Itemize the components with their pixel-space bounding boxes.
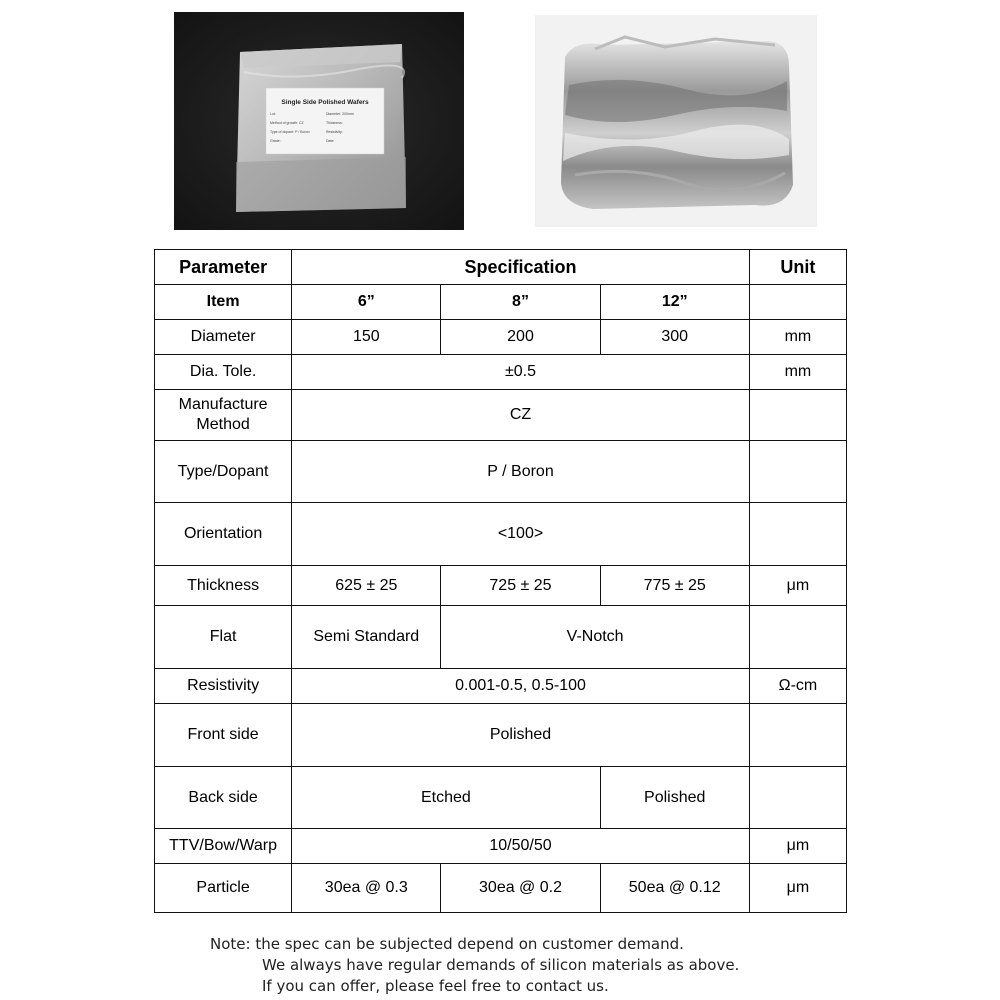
cell-value: Polished [292,704,750,767]
label-field: Lot: [270,112,276,116]
cell-value: 725 ± 25 [441,566,600,606]
cell-unit: mm [749,355,846,390]
cell-unit: μm [749,566,846,606]
cell-value: Semi Standard [292,606,441,669]
label-title: Single Side Polished Wafers [281,99,369,106]
cell-unit [749,767,846,829]
cell-value: Polished [600,767,749,829]
row-label: Resistivity [155,669,292,704]
table-row-type-dopant [155,441,847,503]
label-field: Date: [326,139,335,143]
table-row-orientation [155,503,847,566]
item-12-inch: 12” [600,285,749,320]
foil-bag-photo [535,15,817,227]
table-header-row [155,250,847,285]
header-parameter: Parameter [155,250,292,285]
label-field: Resistivity: [326,130,343,134]
table-row-particle [155,864,847,913]
cell-unit: mm [749,320,846,355]
item-8-inch: 8” [441,285,600,320]
header-specification: Specification [292,250,750,285]
table-row-resistivity [155,669,847,704]
cell-value: 200 [441,320,600,355]
cell-unit [749,441,846,503]
cell-value: <100> [292,503,750,566]
label-field: Thickness: [326,121,343,125]
cell-value: ±0.5 [292,355,750,390]
item-label: Item [155,285,292,320]
row-label: Front side [155,704,292,767]
cell-value: V-Notch [441,606,749,669]
row-label: Flat [155,606,292,669]
table-row-diameter [155,320,847,355]
cell-value: 0.001-0.5, 0.5-100 [292,669,750,704]
row-label: TTV/Bow/Warp [155,829,292,864]
row-label: Thickness [155,566,292,606]
label-field: Grade: [270,139,281,143]
item-6-inch: 6” [292,285,441,320]
wafer-package-image [174,12,464,230]
cell-value: CZ [292,390,750,441]
row-label [155,390,292,441]
row-label: Orientation [155,503,292,566]
table-row-dia-tole [155,355,847,390]
cell-unit [749,390,846,441]
cell-unit [749,503,846,566]
cell-value: 30ea @ 0.2 [441,864,600,913]
cell-unit: μm [749,829,846,864]
cell-unit: μm [749,864,846,913]
row-label: Particle [155,864,292,913]
table-row-ttv-bow-warp [155,829,847,864]
table-row-front-side [155,704,847,767]
row-label-line: Manufacture [178,396,268,413]
note-line: We always have regular demands of silicon materials as above. [262,956,740,974]
cell-unit [749,704,846,767]
cell-unit: Ω-cm [749,669,846,704]
cell-value: P / Boron [292,441,750,503]
cell-value: 30ea @ 0.3 [292,864,441,913]
cell-value: 150 [292,320,441,355]
row-label: Type/Dopant [155,441,292,503]
table-row-thickness [155,566,847,606]
label-field: Diameter: 200mm [326,112,354,116]
header-unit: Unit [749,250,846,285]
cell-value: 300 [600,320,749,355]
foil-bag-image [535,15,817,227]
table-row-flat [155,606,847,669]
cell-value: 50ea @ 0.12 [600,864,749,913]
label-field: Method of growth: CZ [270,121,304,125]
cell-value: 625 ± 25 [292,566,441,606]
spec-table [154,249,847,913]
table-row-manufacture-method [155,390,847,441]
note-line: Note: the spec can be subjected depend on customer demand. [210,935,684,953]
footer-note [210,934,739,997]
cell-unit [749,606,846,669]
note-line: If you can offer, please feel free to contact us. [262,977,609,995]
row-label: Diameter [155,320,292,355]
item-row [155,285,847,320]
table-row-back-side [155,767,847,829]
item-unit [749,285,846,320]
wafer-package-photo [174,12,464,230]
label-field: Type of dopant: P / Boron [270,130,310,134]
row-label: Back side [155,767,292,829]
cell-value: 10/50/50 [292,829,750,864]
cell-value: Etched [292,767,600,829]
row-label-line: Method [196,416,250,433]
row-label: Dia. Tole. [155,355,292,390]
cell-value: 775 ± 25 [600,566,749,606]
